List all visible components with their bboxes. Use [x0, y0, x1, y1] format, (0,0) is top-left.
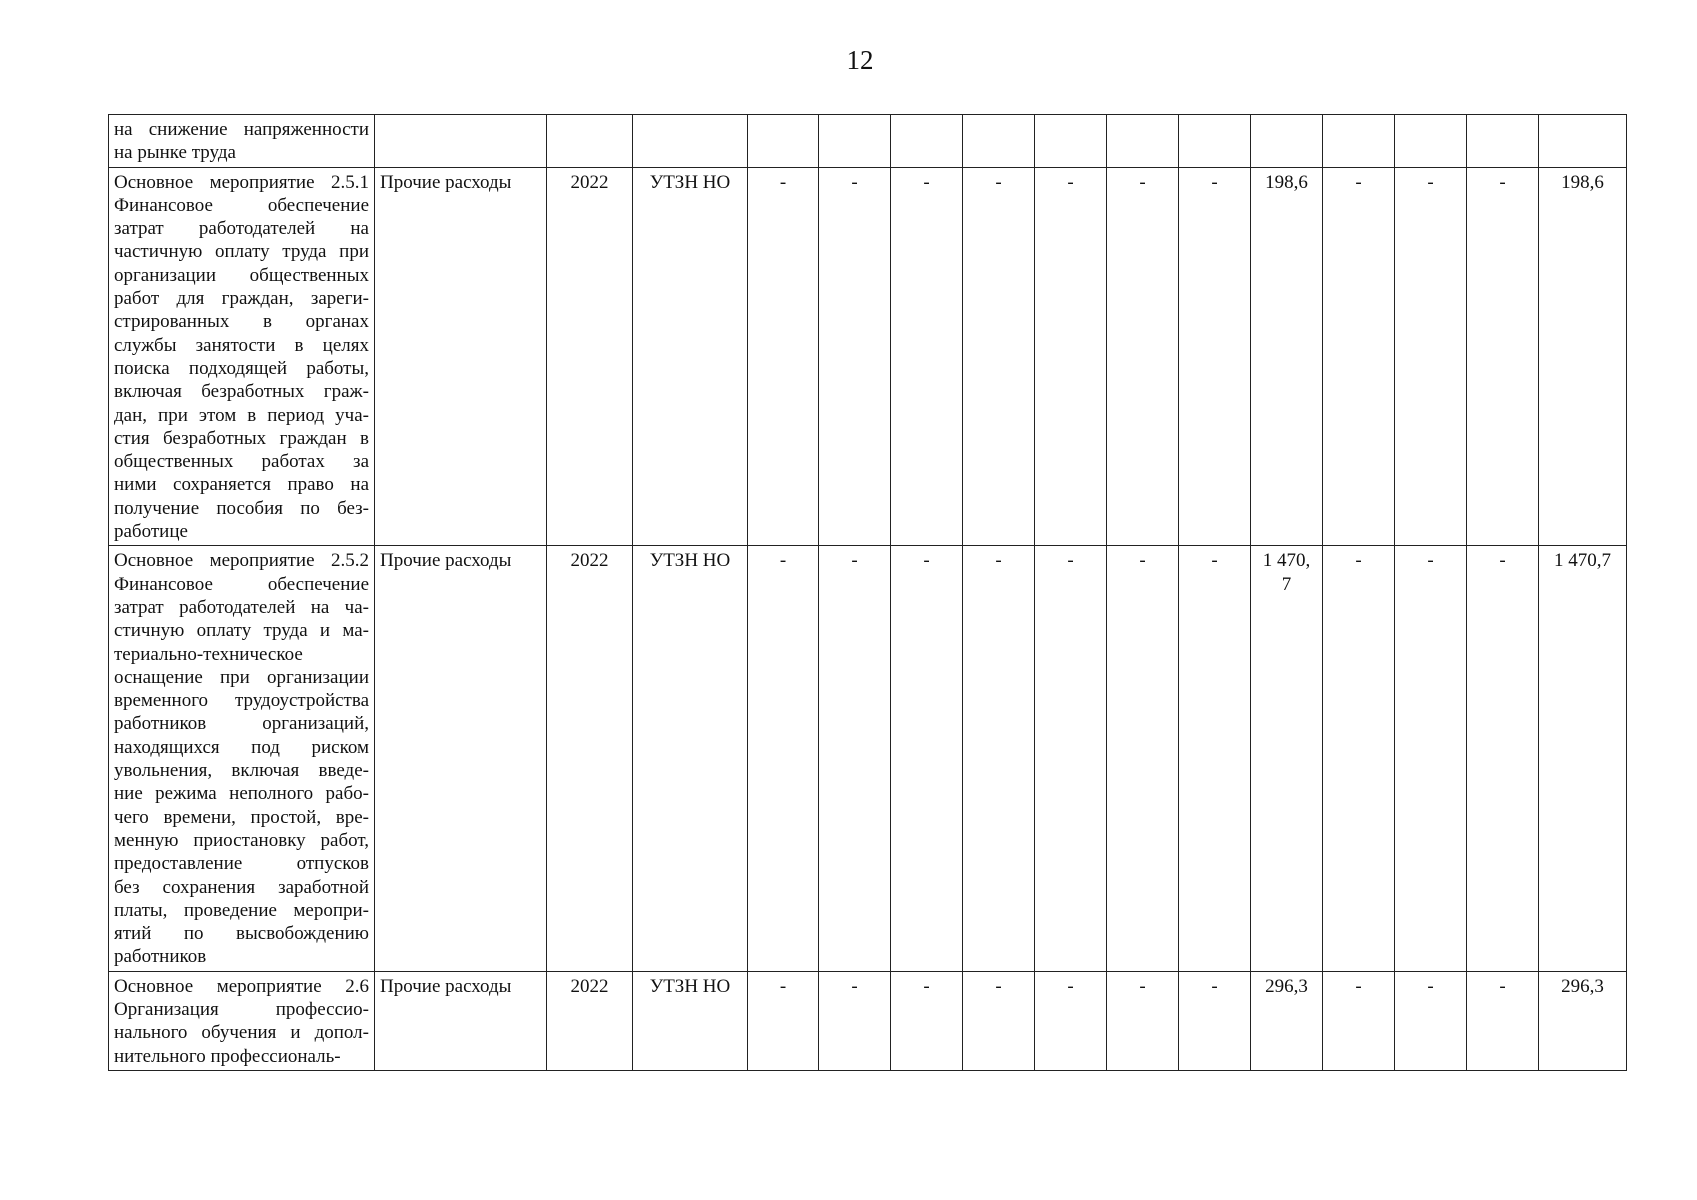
amount-cell-8: 198,6 — [1251, 167, 1323, 546]
total-cell: 296,3 — [1539, 971, 1627, 1070]
description-line: ние режима неполного рабо- — [114, 783, 369, 805]
amount-cell-11: - — [1467, 167, 1539, 546]
description-line: дан, при этом в период уча- — [114, 404, 369, 426]
activity-description-cell — [109, 971, 375, 1070]
expense-type-cell — [375, 115, 547, 168]
amount-cell-1: - — [748, 167, 819, 546]
executor-cell: УТЗН НО — [633, 167, 748, 546]
amount-cell-4: - — [963, 971, 1035, 1070]
amount-cell-7: - — [1179, 971, 1251, 1070]
expense-type-cell: Прочие расходы — [375, 546, 547, 971]
description-line: предоставление отпусков — [114, 853, 369, 875]
expense-type-cell: Прочие расходы — [375, 971, 547, 1070]
description-line: Финансовое обеспечение — [114, 194, 369, 216]
amount-cell-2: - — [819, 546, 891, 971]
amount-cell-7: - — [1179, 167, 1251, 546]
year-cell — [547, 115, 633, 168]
total-cell: 1 470,7 — [1539, 546, 1627, 971]
description-line: получение пособия по без- — [114, 497, 369, 519]
amount-cell-9: - — [1323, 167, 1395, 546]
description-line: затрат работодателей на ча- — [114, 596, 369, 618]
description-line: чего времени, простой, вре- — [114, 806, 369, 828]
description-line: ятий по высвобождению — [114, 923, 369, 945]
amount-cell-2: - — [819, 971, 891, 1070]
description-line: нительного профессиональ- — [114, 1045, 341, 1067]
description-line: поиска подходящей работы, — [114, 357, 369, 379]
description-line: временного трудоустройства — [114, 690, 369, 712]
activity-description-cell — [109, 115, 375, 168]
amount-cell-3 — [891, 115, 963, 168]
table-row — [109, 971, 1627, 1070]
table-body — [109, 115, 1627, 1071]
description-line: платы, проведение меропри- — [114, 899, 369, 921]
year-cell: 2022 — [547, 971, 633, 1070]
description-line: общественных работах за — [114, 451, 369, 473]
amount-cell-6: - — [1107, 971, 1179, 1070]
amount-cell-10: - — [1395, 546, 1467, 971]
description-line: работников организаций, — [114, 713, 369, 735]
amount-cell-10 — [1395, 115, 1467, 168]
expense-type-cell: Прочие расходы — [375, 167, 547, 546]
amount-cell-11: - — [1467, 546, 1539, 971]
description-line: увольнения, включая введе- — [114, 760, 369, 782]
amount-cell-1 — [748, 115, 819, 168]
activity-description-cell — [109, 546, 375, 971]
amount-cell-5: - — [1035, 167, 1107, 546]
amount-cell-6: - — [1107, 546, 1179, 971]
description-line: Основное мероприятие 2.5.1 — [114, 171, 369, 193]
description-line: частичную оплату труда при — [114, 241, 369, 263]
description-line: затрат работодателей на — [114, 218, 369, 240]
description-line: Основное мероприятие 2.5.2 — [114, 550, 369, 572]
amount-cell-2 — [819, 115, 891, 168]
table-row — [109, 115, 1627, 168]
amount-cell-7 — [1179, 115, 1251, 168]
description-line: включая безработных граж- — [114, 381, 369, 403]
description-line: без сохранения заработной — [114, 876, 369, 898]
amount-cell-11: - — [1467, 971, 1539, 1070]
amount-cell-1: - — [748, 546, 819, 971]
description-line: на снижение напряженности — [114, 119, 369, 140]
executor-cell — [633, 115, 748, 168]
description-line: менную приостановку работ, — [114, 829, 369, 851]
amount-cell-9 — [1323, 115, 1395, 168]
description-line: териально-техническое — [114, 643, 303, 665]
amount-cell-3: - — [891, 971, 963, 1070]
description-line: Организация профессио- — [114, 998, 369, 1020]
amount-cell-10: - — [1395, 971, 1467, 1070]
page-number: 12 — [846, 45, 874, 75]
description-line: находящихся под риском — [114, 736, 369, 758]
amount-cell-8: 1 470, 7 — [1251, 546, 1323, 971]
description-line: нального обучения и допол- — [114, 1022, 369, 1044]
amount-cell-11 — [1467, 115, 1539, 168]
description-line: службы занятости в целях — [114, 334, 369, 356]
amount-cell-4: - — [963, 167, 1035, 546]
amount-cell-6: - — [1107, 167, 1179, 546]
description-line: организации общественных — [114, 264, 369, 286]
executor-cell: УТЗН НО — [633, 546, 748, 971]
description-line: работице — [114, 521, 188, 543]
description-line: на рынке труда — [114, 142, 236, 164]
amount-cell-7: - — [1179, 546, 1251, 971]
year-cell: 2022 — [547, 167, 633, 546]
amount-cell-5: - — [1035, 546, 1107, 971]
amount-cell-3: - — [891, 546, 963, 971]
table-row — [109, 167, 1627, 546]
description-line: стия безработных граждан в — [114, 427, 369, 449]
year-cell: 2022 — [547, 546, 633, 971]
description-line: ними сохраняется право на — [114, 474, 369, 496]
description-line: работников — [114, 946, 207, 968]
amount-cell-1: - — [748, 971, 819, 1070]
amount-cell-2: - — [819, 167, 891, 546]
description-line: стичную оплату труда и ма- — [114, 620, 369, 642]
description-line: работ для граждан, зареги- — [114, 288, 369, 310]
total-cell: 198,6 — [1539, 167, 1627, 546]
description-line: Финансовое обеспечение — [114, 573, 369, 595]
description-line: стрированных в органах — [114, 311, 369, 333]
budget-table — [108, 114, 1627, 1071]
executor-cell: УТЗН НО — [633, 971, 748, 1070]
amount-cell-4: - — [963, 546, 1035, 971]
total-cell — [1539, 115, 1627, 168]
amount-cell-10: - — [1395, 167, 1467, 546]
amount-cell-5: - — [1035, 971, 1107, 1070]
amount-cell-5 — [1035, 115, 1107, 168]
activity-description-cell — [109, 167, 375, 546]
amount-cell-8: 296,3 — [1251, 971, 1323, 1070]
amount-cell-6 — [1107, 115, 1179, 168]
amount-cell-9: - — [1323, 971, 1395, 1070]
amount-cell-9: - — [1323, 546, 1395, 971]
table-row — [109, 546, 1627, 971]
description-line: Основное мероприятие 2.6 — [114, 975, 369, 997]
amount-cell-4 — [963, 115, 1035, 168]
amount-cell-8 — [1251, 115, 1323, 168]
amount-cell-3: - — [891, 167, 963, 546]
description-line: оснащение при организации — [114, 666, 369, 688]
